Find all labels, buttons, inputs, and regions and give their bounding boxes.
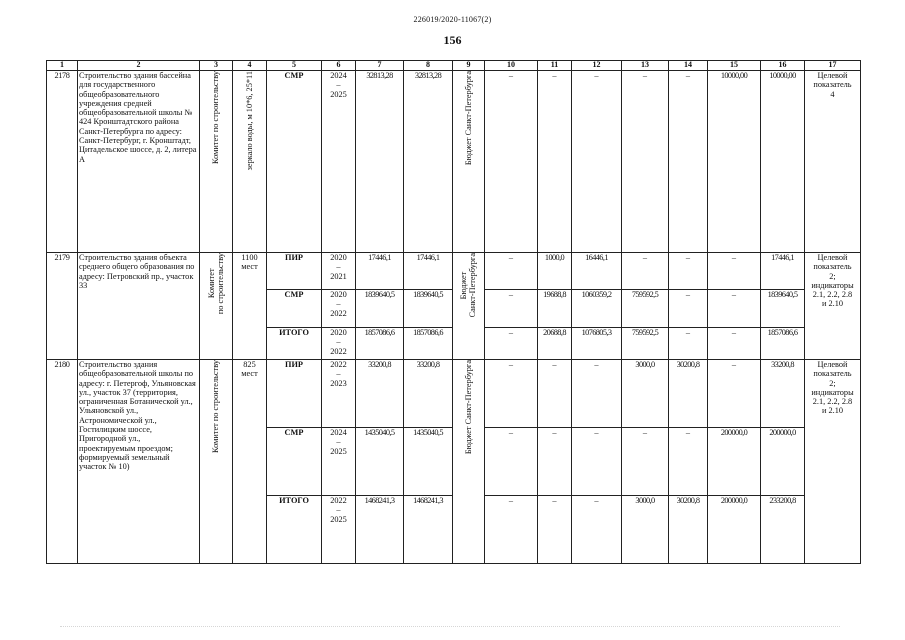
header-cell: 4	[233, 61, 267, 71]
value-cell: –	[572, 496, 622, 564]
document-id: 226019/2020-11067(2)	[413, 15, 492, 24]
value-cell: –	[572, 428, 622, 496]
stage-cell: СМР	[267, 290, 322, 328]
period-cell: 2020 – 2022	[322, 290, 356, 328]
row-id: 2179	[47, 253, 78, 360]
header-cell: 9	[453, 61, 485, 71]
budget-cost-cell: 1468241,3	[404, 496, 453, 564]
budget-source-cell: Бюджет Санкт-Петербурга	[453, 360, 485, 564]
budget-cost-cell: 17446,1	[404, 253, 453, 290]
value-cell: –	[622, 428, 669, 496]
value-cell: 233200,8	[761, 496, 805, 564]
value-cell: 10000,00	[761, 71, 805, 253]
stage-cell: ИТОГО	[267, 328, 322, 360]
value-cell: –	[485, 428, 538, 496]
stage-cell: ПИР	[267, 360, 322, 428]
value-cell: 20688,8	[538, 328, 572, 360]
value-cell: 1000,0	[538, 253, 572, 290]
customer-cell: Комитет по строительству	[200, 360, 233, 564]
budget-cost-cell: 33200,8	[404, 360, 453, 428]
budget-cost-cell: 1435040,5	[404, 428, 453, 496]
stage-cell: СМР	[267, 71, 322, 253]
value-cell: –	[708, 328, 761, 360]
value-cell: –	[622, 71, 669, 253]
total-cost-cell: 1435040,5	[356, 428, 404, 496]
header-cell: 2	[78, 61, 200, 71]
value-cell: 16446,1	[572, 253, 622, 290]
target-indicator: Целевой показатель 2; индикаторы 2.1, 2.2, 2.8 и 2.10	[805, 253, 861, 360]
period-cell: 2024 – 2025	[322, 71, 356, 253]
header-cell: 3	[200, 61, 233, 71]
object-name: Строительство здания бассейна для государственного общеобразовательного учреждения средней общеобразовательной школы № 424 Кронштадтского района Санкт-Петербурга по адресу: Санкт-Петербург, г. Кронштадт, Цитадельское шоссе, д. 2, литера А	[78, 71, 200, 253]
customer-cell: Комитет по строительству	[200, 253, 233, 360]
budget-source-cell: Бюджет Санкт-Петербурга	[453, 253, 485, 360]
total-cost-cell: 1839640,5	[356, 290, 404, 328]
value-cell: –	[538, 428, 572, 496]
stage-cell: СМР	[267, 428, 322, 496]
value-cell: 19688,8	[538, 290, 572, 328]
object-name: Строительство здания общеобразовательной школы по адресу: г. Петергоф, Ульяновская ул., участок 37 (территория, ограниченная Ботанической ул., Ульяновской ул., Астрономической ул., Гостилицким шоссе, Пригородной ул., проектируемым проездом; формируемый земельный участок № 10)	[78, 360, 200, 564]
value-cell: –	[708, 360, 761, 428]
value-cell: 3000,0	[622, 360, 669, 428]
value-cell: 1839640,5	[761, 290, 805, 328]
value-cell: –	[538, 71, 572, 253]
value-cell: –	[669, 253, 708, 290]
value-cell: 10000,00	[708, 71, 761, 253]
value-cell: –	[572, 360, 622, 428]
stage-cell: ПИР	[267, 253, 322, 290]
table-row	[47, 360, 861, 428]
value-cell: 33200,8	[761, 360, 805, 428]
capacity-cell: зеркало воды, м 10*6, 25*11	[233, 71, 267, 253]
header-cell: 6	[322, 61, 356, 71]
target-indicator: Целевой показатель 4	[805, 71, 861, 253]
total-cost-cell: 17446,1	[356, 253, 404, 290]
value-cell: 200000,0	[708, 496, 761, 564]
target-indicator: Целевой показатель 2; индикаторы 2.1, 2.2, 2.8 и 2.10	[805, 360, 861, 564]
header-cell: 15	[708, 61, 761, 71]
period-cell: 2020 – 2021	[322, 253, 356, 290]
total-cost-cell: 1468241,3	[356, 496, 404, 564]
header-row	[47, 61, 861, 71]
value-cell: –	[485, 71, 538, 253]
budget-source-cell: Бюджет Санкт-Петербурга	[453, 71, 485, 253]
row-id: 2178	[47, 71, 78, 253]
budget-cost-cell: 1839640,5	[404, 290, 453, 328]
value-cell: –	[538, 496, 572, 564]
period-cell: 2022 – 2025	[322, 496, 356, 564]
budget-cost-cell: 32813,28	[404, 71, 453, 253]
value-cell: –	[669, 428, 708, 496]
value-cell: –	[669, 328, 708, 360]
value-cell: 30200,8	[669, 360, 708, 428]
header-cell: 10	[485, 61, 538, 71]
value-cell: –	[485, 290, 538, 328]
investment-table	[46, 60, 861, 564]
header-cell: 17	[805, 61, 861, 71]
object-name: Строительство здания объекта среднего общего образования по адресу: Петровский пр., участок 33	[78, 253, 200, 360]
header-cell: 7	[356, 61, 404, 71]
header-cell: 5	[267, 61, 322, 71]
scan-artifact	[60, 626, 840, 633]
header-cell: 12	[572, 61, 622, 71]
value-cell: –	[485, 360, 538, 428]
total-cost-cell: 1857086,6	[356, 328, 404, 360]
value-cell: –	[538, 360, 572, 428]
header-cell: 13	[622, 61, 669, 71]
value-cell: 3000,0	[622, 496, 669, 564]
value-cell: –	[708, 253, 761, 290]
value-cell: 759592,5	[622, 328, 669, 360]
value-cell: 1857086,6	[761, 328, 805, 360]
header-cell: 16	[761, 61, 805, 71]
customer-cell: Комитет по строительству	[200, 71, 233, 253]
value-cell: 1076805,3	[572, 328, 622, 360]
value-cell: 200000,0	[761, 428, 805, 496]
period-cell: 2024 – 2025	[322, 428, 356, 496]
header-cell: 1	[47, 61, 78, 71]
value-cell: –	[485, 253, 538, 290]
period-cell: 2022 – 2023	[322, 360, 356, 428]
total-cost-cell: 32813,28	[356, 71, 404, 253]
stage-cell: ИТОГО	[267, 496, 322, 564]
budget-cost-cell: 1857086,6	[404, 328, 453, 360]
page-number: 156	[443, 33, 462, 47]
table-row	[47, 253, 861, 290]
value-cell: –	[572, 71, 622, 253]
value-cell: 30200,8	[669, 496, 708, 564]
value-cell: –	[669, 71, 708, 253]
row-id: 2180	[47, 360, 78, 564]
capacity-cell: 825 мест	[233, 360, 267, 564]
header-cell: 8	[404, 61, 453, 71]
table-row	[47, 71, 861, 253]
value-cell: –	[708, 290, 761, 328]
header-cell: 14	[669, 61, 708, 71]
capacity-cell: 1100 мест	[233, 253, 267, 360]
value-cell: –	[622, 253, 669, 290]
value-cell: –	[485, 328, 538, 360]
value-cell: –	[669, 290, 708, 328]
period-cell: 2020 – 2022	[322, 328, 356, 360]
value-cell: 200000,0	[708, 428, 761, 496]
total-cost-cell: 33200,8	[356, 360, 404, 428]
header-cell: 11	[538, 61, 572, 71]
value-cell: –	[485, 496, 538, 564]
value-cell: 759592,5	[622, 290, 669, 328]
value-cell: 17446,1	[761, 253, 805, 290]
value-cell: 1060359,2	[572, 290, 622, 328]
